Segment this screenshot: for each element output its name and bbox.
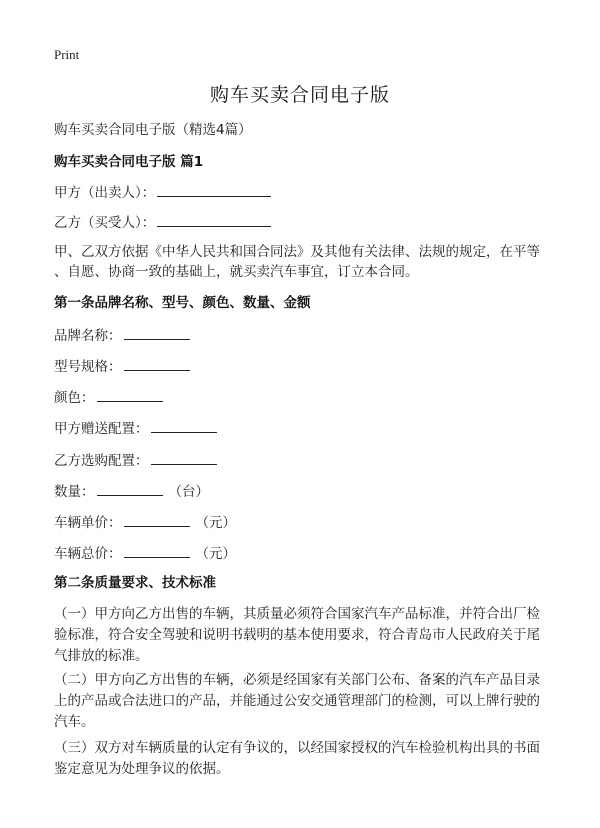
quantity-unit: （台） [168,484,209,500]
article1-heading: 第一条品牌名称、型号、颜色、数量、金额 [54,295,311,311]
quantity-line [54,481,209,502]
optional-config-line [54,450,223,471]
section-heading: 购车买卖合同电子版 篇1 [54,154,204,170]
gift-config-label: 甲方赠送配置： [54,421,149,437]
quantity-blank[interactable] [97,481,163,496]
document-title: 购车买卖合同电子版 [209,84,390,106]
party-b-blank[interactable] [157,212,271,227]
color-line [54,387,169,408]
total-price-blank[interactable] [124,543,190,558]
brand-line [54,325,196,346]
party-a-line [54,182,277,203]
model-label: 型号规格： [54,359,122,375]
optional-config-label: 乙方选购配置： [54,453,149,469]
model-line [54,356,196,377]
intro-line-1: 甲、乙双方依据《中华人民共和国合同法》及其他有关法律、法规的规定，在平等 [54,244,540,260]
gift-config-line [54,418,223,439]
unit-price-line [54,512,236,533]
party-b-label: 乙方（买受人）： [54,215,156,231]
total-price-line [54,543,236,564]
clause1-line-3: 气排放的标准。 [54,648,149,664]
clause1-line-2: 验标准，符合安全驾驶和说明书载明的基本使用要求，符合青岛市人民政府关于尾 [54,627,540,643]
model-blank[interactable] [124,356,190,371]
unit-price-label: 车辆单价： [54,515,122,531]
unit-price-unit: （元） [195,515,236,531]
party-a-label: 甲方（出卖人）： [54,185,156,201]
print-label: Print [54,47,80,62]
party-b-line [54,212,277,233]
clause3-line-1: （三）双方对车辆质量的认定有争议的，以经国家授权的汽车检验机构出具的书面 [54,740,540,756]
clause1-line-1: （一）甲方向乙方出售的车辆，其质量必须符合国家汽车产品标准，并符合出厂检 [54,606,540,622]
optional-config-blank[interactable] [151,450,217,465]
party-a-blank[interactable] [157,182,271,197]
clause2-line-3: 汽车。 [54,714,95,730]
quantity-label: 数量： [54,484,95,500]
unit-price-blank[interactable] [124,512,190,527]
clause3-line-2: 鉴定意见为处理争议的依据。 [54,761,230,777]
color-blank[interactable] [97,387,163,402]
brand-label: 品牌名称： [54,328,122,344]
document-subtitle: 购车买卖合同电子版（精选4篇） [54,122,252,138]
color-label: 颜色： [54,390,95,406]
clause2-line-2: 上的产品或合法进口的产品，并能通过公安交通管理部门的检测，可以上牌行驶的 [54,693,540,709]
brand-blank[interactable] [124,325,190,340]
total-price-unit: （元） [195,546,236,562]
intro-line-2: 、自愿、协商一致的基础上，就买卖汽车事宜，订立本合同。 [54,264,419,280]
article2-heading: 第二条质量要求、技术标准 [54,575,216,591]
gift-config-blank[interactable] [151,418,217,433]
clause2-line-1: （二）甲方向乙方出售的车辆，必须是经国家有关部门公布、备案的汽车产品目录 [54,672,540,688]
total-price-label: 车辆总价： [54,546,122,562]
